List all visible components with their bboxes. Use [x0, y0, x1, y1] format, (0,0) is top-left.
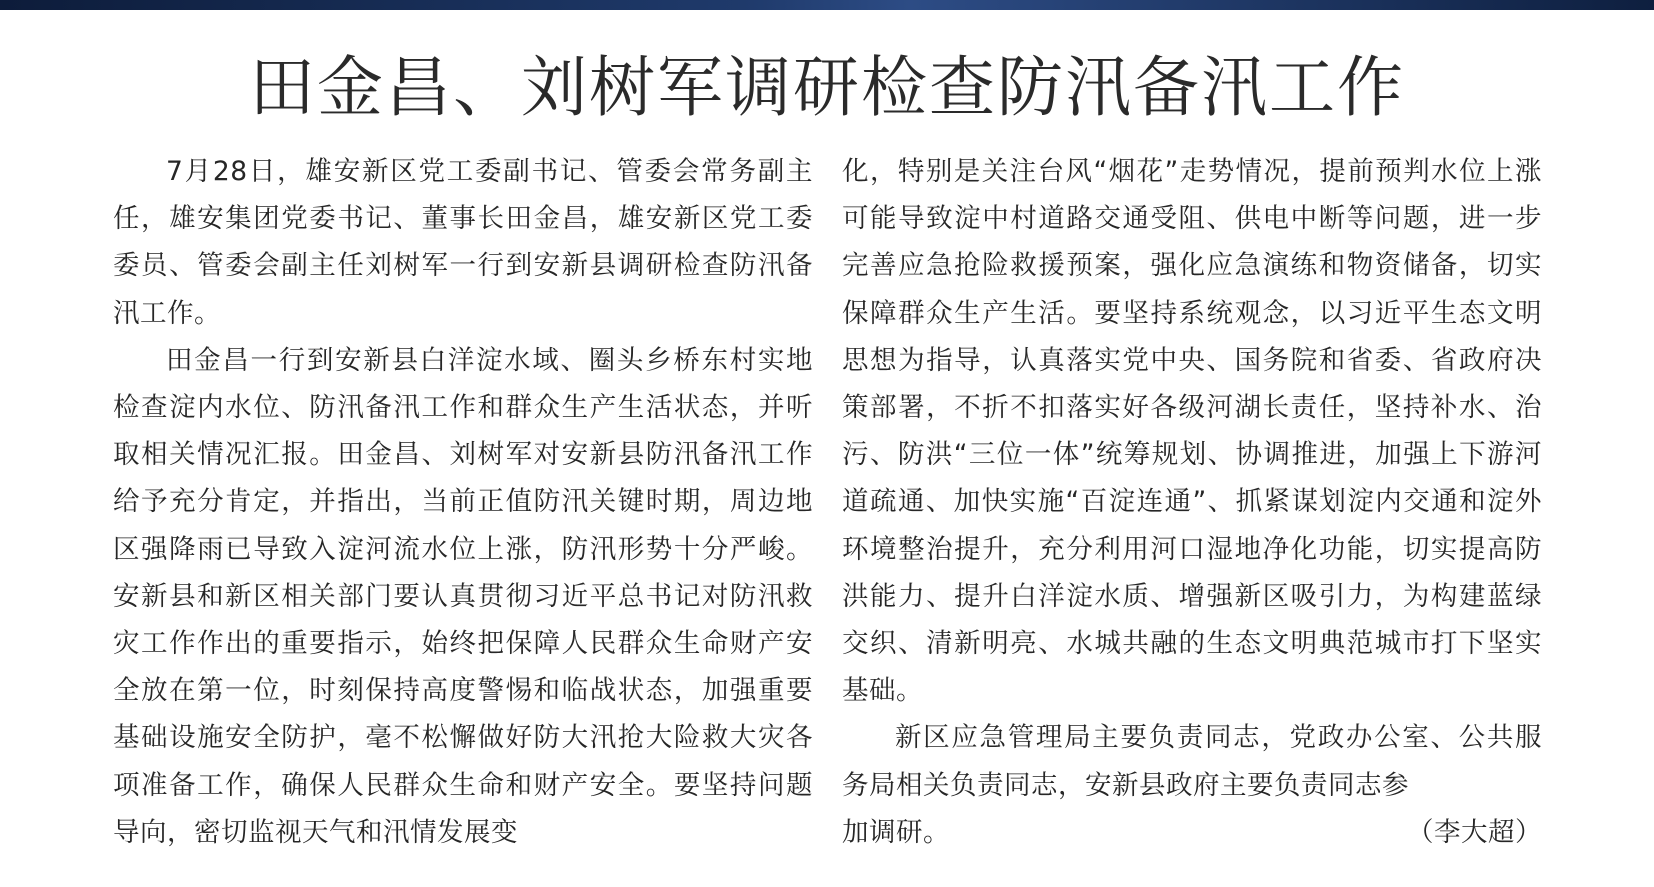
paragraph-1: 7月28日，雄安新区党工委副书记、管委会常务副主任，雄安集团党委书记、董事长田金昌，雄安新区党工委委员、管委会副主任刘树军一行到安新县调研检查防汛备汛工作。: [113, 156, 813, 329]
paragraph-2: 田金昌一行到安新县白洋淀水域、圈头乡桥东村实地检查淀内水位、防汛备汛工作和群众生产生活状态，并听取相关情况汇报。田金昌、刘树军对安新县防汛备汛工作给予充分肯定，并指出，当前正值防汛关键时期，周边地区强降雨已导致入淀河流水位上涨，防汛形势十分严峻。安新县和新区相关部门要认真贯彻习近平总书记对防汛救灾工作作出的重要指示，始终把保障人民群众生命财产安全放在第一位，时刻保持高度警惕和临战状态，加强重要基础设施安全防护，毫不松懈做好防大汛抢大险救大灾各项准备工作，确保人民群众生命和财产安全。要坚持问题导向，密切监视天气和汛情发展变: [113, 344, 813, 848]
article-column-left: [113, 148, 813, 856]
author-byline: （李大超）: [1407, 816, 1542, 848]
article-headline: 田金昌、刘树军调研检查防汛备汛工作: [249, 49, 1405, 126]
paragraph-2-continued: 化，特别是关注台风“烟花”走势情况，提前预判水位上涨可能导致淀中村道路交通受阻、供电中断等问题，进一步完善应急抢险救援预案，强化应急演练和物资储备，切实保障群众生产生活。要坚持系统观念，以习近平生态文明思想为指导，认真落实党中央、国务院和省委、省政府决策部署，不折不扣落实好各级河湖长责任，坚持补水、治污、防洪“三位一体”统筹规划、协调推进，加强上下游河道疏通、加快实施“百淀连通”、抓紧谋划淀内交通和淀外环境整治提升，充分利用河口湿地净化功能，切实提高防洪能力、提升白洋淀水质、增强新区吸引力，为构建蓝绿交织、清新明亮、水城共融的生态文明典范城市打下坚实基础。: [842, 156, 1542, 707]
article-column-right: [842, 148, 1542, 856]
top-decorative-bar: [0, 0, 1654, 10]
paragraph-3-closing-line: [842, 809, 1542, 856]
paragraph-3-ending: 加调研。: [842, 816, 950, 848]
paragraph-3: 新区应急管理局主要负责同志，党政办公室、公共服务局相关负责同志，安新县政府主要负责同志参: [842, 722, 1542, 801]
